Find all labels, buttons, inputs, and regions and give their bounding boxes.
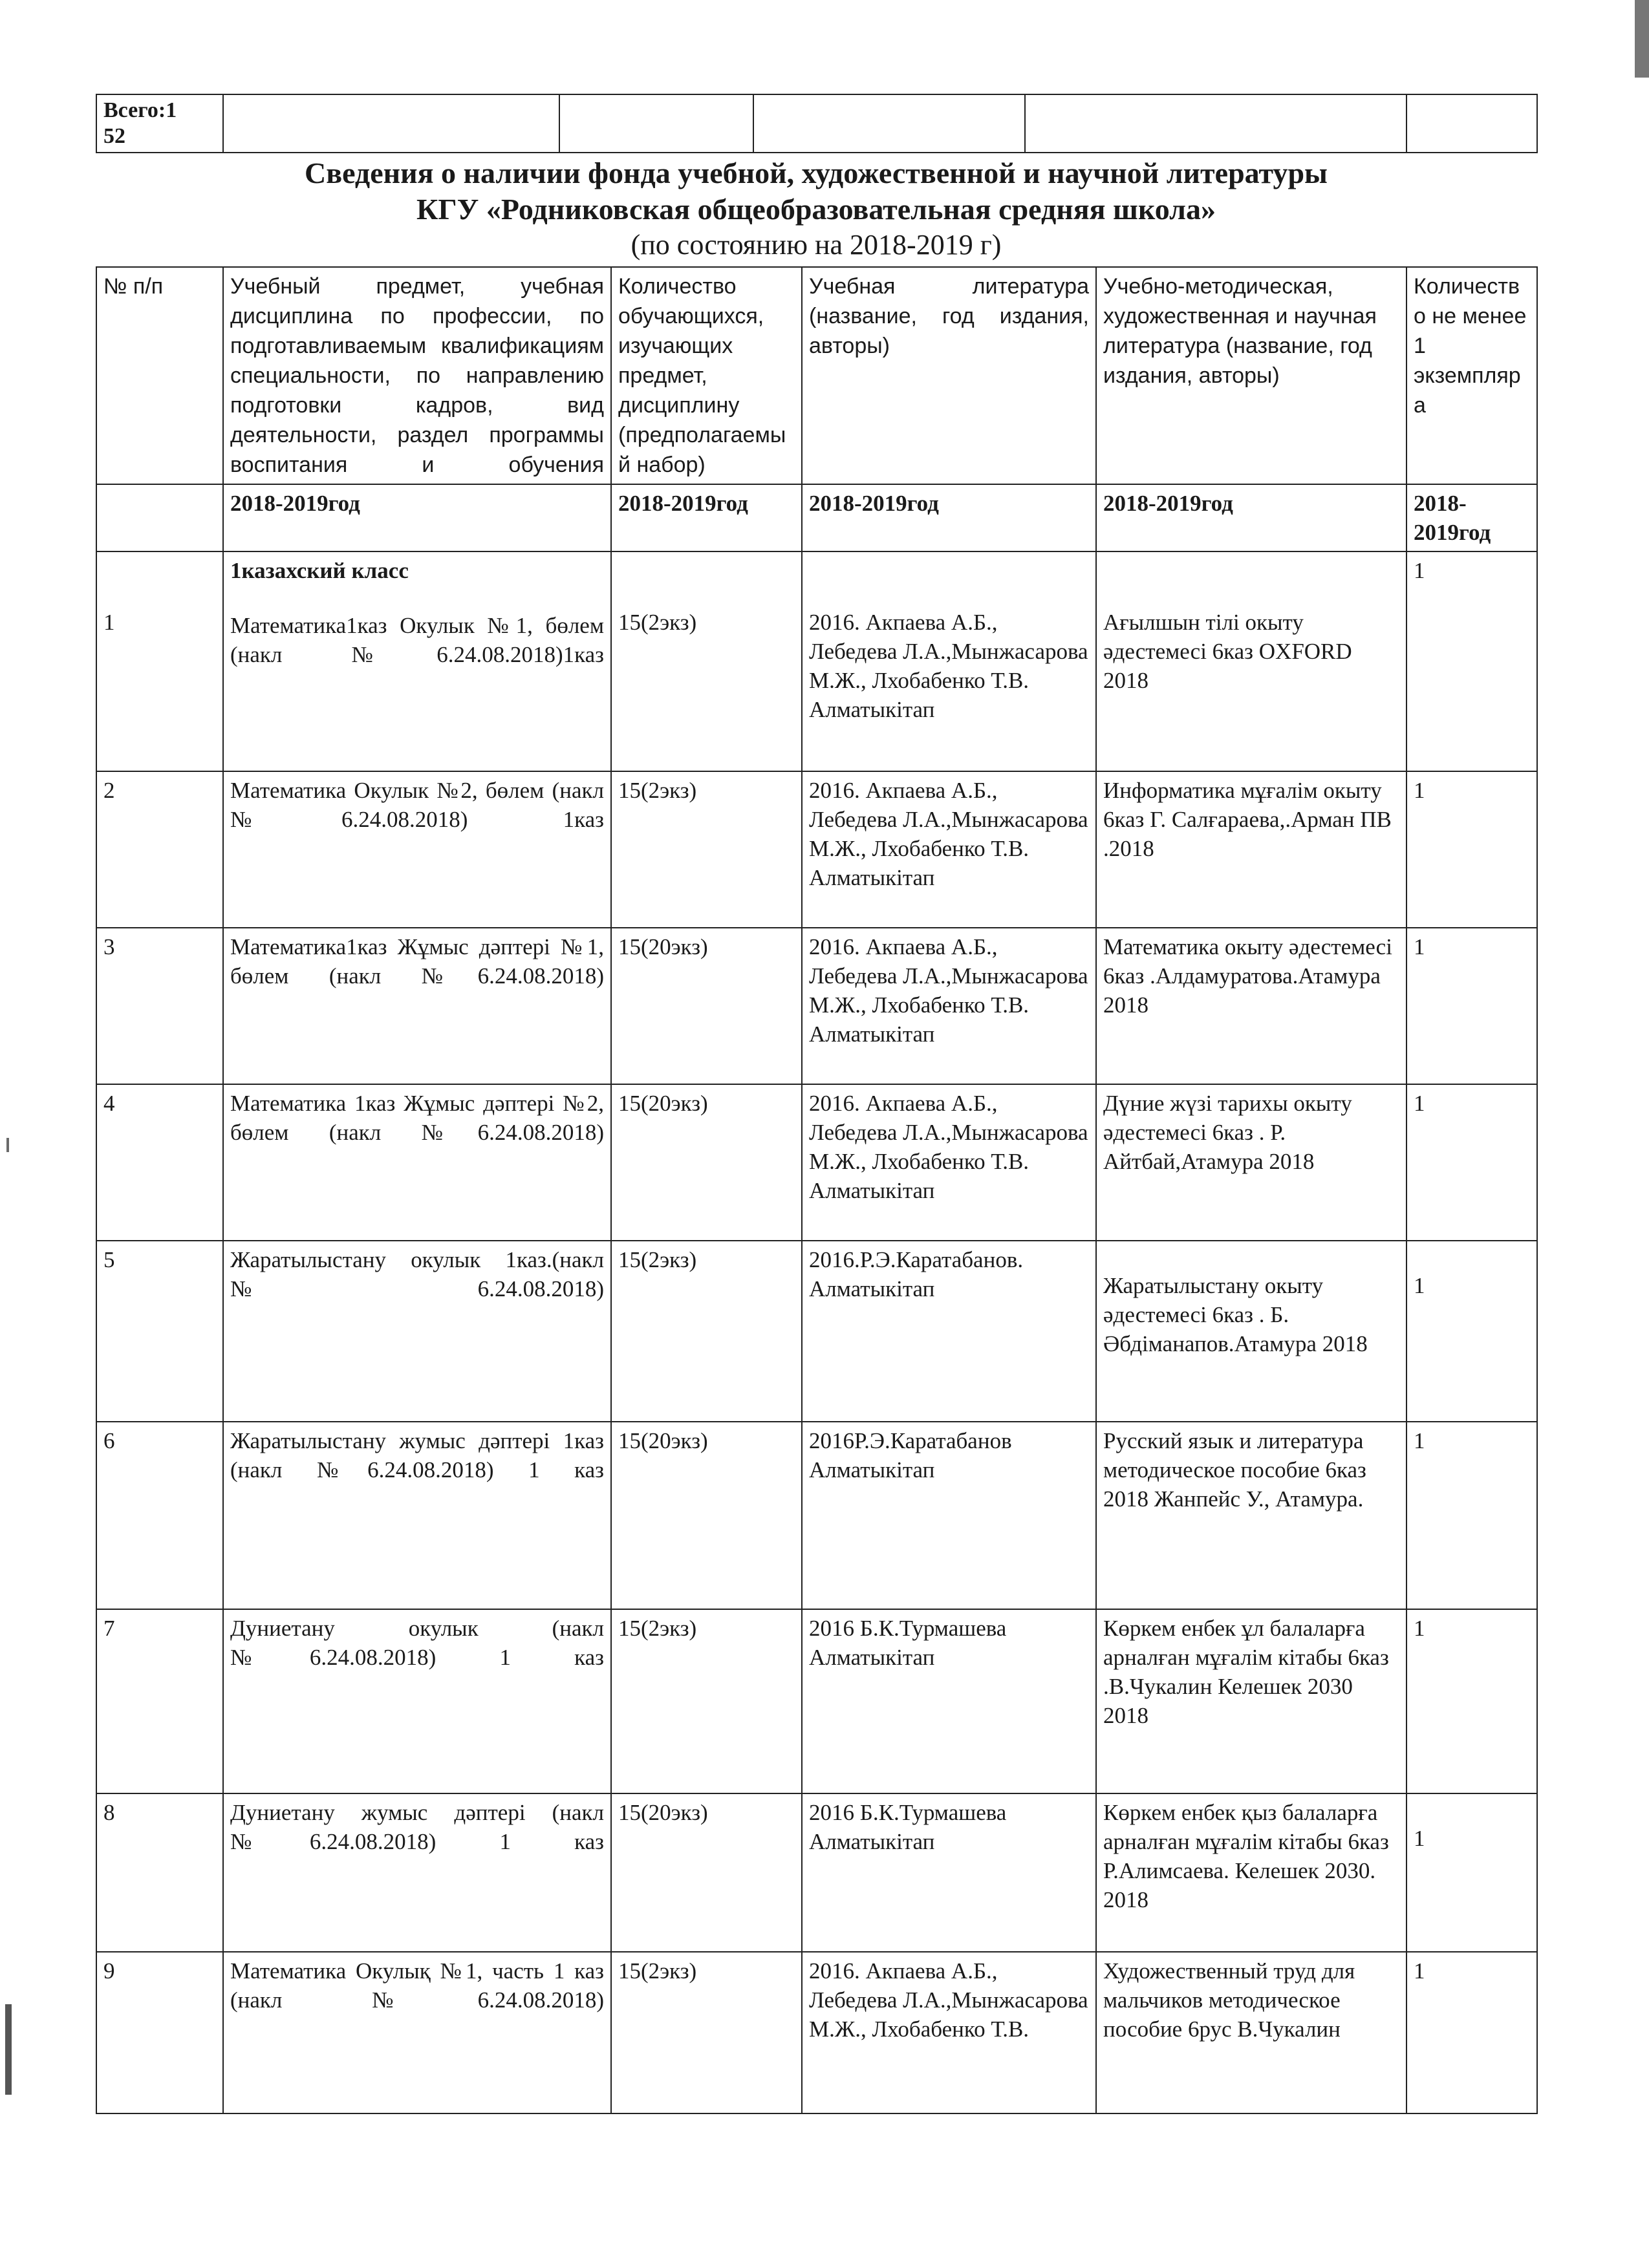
row-count: 15(20экз) xyxy=(611,1422,802,1609)
header-literature: Учебная литература (название, год издания, авторы) xyxy=(802,267,1096,484)
row-subject: Математика 1каз Жұмыс дәптері №2, бөлем (накл №6.24.08.2018) xyxy=(223,1084,611,1241)
total-label: Всего:1 xyxy=(103,98,177,122)
row-num: 6 xyxy=(96,1422,223,1609)
row-qty: 1 xyxy=(1406,928,1537,1084)
row-subject: Жаратылыстану жумыс дәптері 1каз (накл №6.24.08.2018) 1 каз xyxy=(223,1422,611,1609)
scan-mark xyxy=(5,2004,12,2095)
row-count: 15(20экз) xyxy=(611,1793,802,1952)
row-subject: Дуниетану окулык (накл №6.24.08.2018) 1 каз xyxy=(223,1609,611,1793)
row-methodical: Математика окыту әдестемесі 6каз .Алдамуратова.Атамура 2018 xyxy=(1096,928,1406,1084)
table-row xyxy=(96,771,1537,928)
row-qty: 1 xyxy=(1406,1084,1537,1241)
table-row xyxy=(96,1793,1537,1952)
row-literature: 2016Р.Э.Каратабанов Алматыкітап xyxy=(802,1422,1096,1609)
row-literature: 2016. Акпаева А.Б., Лебедева Л.А.,Мынжасарова М.Ж., Лхобабенко Т.В. Алматыкітап xyxy=(802,928,1096,1084)
year-cell: 2018-2019год xyxy=(802,484,1096,551)
year-cell: 2018-2019год xyxy=(223,484,611,551)
header-qty: Количество не менее 1 экземпляра xyxy=(1406,267,1537,484)
row-count: 15(2экз) xyxy=(611,771,802,928)
row-num: 2 xyxy=(96,771,223,928)
table-header-row xyxy=(96,267,1537,484)
total-cell xyxy=(96,94,223,153)
row-num: 8 xyxy=(96,1793,223,1952)
scan-mark xyxy=(1635,0,1649,78)
row-literature: 2016. Акпаева А.Б., Лебедева Л.А.,Мынжасарова М.Ж., Лхобабенко Т.В. xyxy=(802,1952,1096,2113)
header-count: Количество обучающихся, изучающих предмет, дисциплину (предполагаемый набор) xyxy=(611,267,802,484)
row-qty: 1 xyxy=(1414,1826,1425,1851)
row-methodical: Дүние жүзі тарихы окыту әдестемесі 6каз . Р. Айтбай,Атамура 2018 xyxy=(1096,1084,1406,1241)
row-num: 3 xyxy=(96,928,223,1084)
table-row xyxy=(96,1422,1537,1609)
row-count: 15(2экз) xyxy=(611,1952,802,2113)
total-strip xyxy=(96,94,1538,153)
row-qty: 1 xyxy=(1406,1609,1537,1793)
row-num: 9 xyxy=(96,1952,223,2113)
row-count: 15(2экз) xyxy=(611,1609,802,1793)
table-row xyxy=(96,1084,1537,1241)
row-qty: 1 xyxy=(1406,1422,1537,1609)
year-row xyxy=(96,484,1537,551)
row-num: 4 xyxy=(96,1084,223,1241)
total-value: 52 xyxy=(103,124,125,148)
header-subject: Учебный предмет, учебная дисциплина по профессии, по подготавливаемым квалификациям специальности, по направлению подготовки кадров, вид деятельности, раздел программы воспитания и обучения xyxy=(223,267,611,484)
row-methodical: Ағылшын тілі окыту әдестемесі 6каз OXFORD 2018 xyxy=(1103,610,1352,693)
table-row xyxy=(96,551,1537,771)
row-subject: Математика1каз Окулык №1, бөлем (накл №6.24.08.2018)1каз xyxy=(230,613,604,667)
row-literature: 2016. Акпаева А.Б., Лебедева Л.А.,Мынжасарова М.Ж., Лхобабенко Т.В. Алматыкітап xyxy=(809,610,1088,722)
header-methodical: Учебно-методическая, художественная и научная литература (название, год издания, авторы) xyxy=(1096,267,1406,484)
row-num: 1 xyxy=(103,610,115,635)
table-row xyxy=(96,1952,1537,2113)
literature-table xyxy=(96,266,1538,2114)
row-methodical: Көркем енбек қыз балаларға арналған мұғалім кітабы 6каз Р.Алимсаева. Келешек 2030. 2018 xyxy=(1096,1793,1406,1952)
row-subject: Математика1каз Жұмыс дәптері №1, бөлем (накл №6.24.08.2018) xyxy=(223,928,611,1084)
school-name: КГУ «Родниковская общеобразовательная средняя школа» xyxy=(416,193,1216,226)
row-subject: Жаратылыстану окулык 1каз.(накл №6.24.08.2018) xyxy=(223,1241,611,1422)
row-literature: 2016. Акпаева А.Б., Лебедева Л.А.,Мынжасарова М.Ж., Лхобабенко Т.В. Алматыкітап xyxy=(802,1084,1096,1241)
row-literature: 2016 Б.К.Турмашева Алматыкітап xyxy=(802,1609,1096,1793)
table-row xyxy=(96,1609,1537,1793)
table-row xyxy=(96,1241,1537,1422)
table-row xyxy=(96,928,1537,1084)
row-subject: Математика Окулық №1, часть 1 каз (накл №6.24.08.2018) xyxy=(223,1952,611,2113)
row-count: 15(20экз) xyxy=(611,928,802,1084)
row-num: 5 xyxy=(96,1241,223,1422)
scan-mark xyxy=(6,1138,9,1152)
year-cell: 2018-2019год xyxy=(1096,484,1406,551)
document-title: Сведения о наличии фонда учебной, художественной и научной литературы xyxy=(305,156,1328,189)
row-num: 7 xyxy=(96,1609,223,1793)
row-count: 15(2экз) xyxy=(618,610,697,635)
row-qty: 1 xyxy=(1406,771,1537,928)
row-subject: Математика Окулык №2, бөлем (накл №6.24.08.2018) 1каз xyxy=(223,771,611,928)
year-cell: 2018-2019год xyxy=(1406,484,1537,551)
row-methodical: Көркем енбек ұл балаларға арналған мұғалім кітабы 6каз .В.Чукалин Келешек 2030 2018 xyxy=(1096,1609,1406,1793)
row-qty: 1 xyxy=(1414,1273,1425,1298)
header-num: № п/п xyxy=(96,267,223,484)
row-count: 15(20экз) xyxy=(611,1084,802,1241)
row-methodical: Информатика мұғалім окыту 6каз Г. Салғараева,.Арман ПВ .2018 xyxy=(1096,771,1406,928)
row-methodical: Художественный труд для мальчиков методическое пособие 6рус В.Чукалин xyxy=(1096,1952,1406,2113)
row-literature: 2016. Акпаева А.Б., Лебедева Л.А.,Мынжасарова М.Ж., Лхобабенко Т.В. Алматыкітап xyxy=(802,771,1096,928)
row-literature: 2016 Б.К.Турмашева Алматыкітап xyxy=(802,1793,1096,1952)
row-literature: 2016.Р.Э.Каратабанов. Алматыкітап xyxy=(802,1241,1096,1422)
year-cell: 2018-2019год xyxy=(611,484,802,551)
date-subtitle: (по состоянию на 2018-2019 г) xyxy=(630,229,1002,261)
row-count: 15(2экз) xyxy=(611,1241,802,1422)
row-subject: Дуниетану жумыс дәптері (накл №6.24.08.2018) 1 каз xyxy=(223,1793,611,1952)
row-qty: 1 xyxy=(1406,1952,1537,2113)
row-methodical: Жаратылыстану окыту әдестемесі 6каз . Б. Әбдіманапов.Атамура 2018 xyxy=(1103,1273,1368,1356)
row-qty: 1 xyxy=(1414,558,1425,583)
row-methodical: Русский язык и литература методическое пособие 6каз 2018 Жанпейс У., Атамура. xyxy=(1096,1422,1406,1609)
section-label: 1казахский класс xyxy=(230,558,409,583)
